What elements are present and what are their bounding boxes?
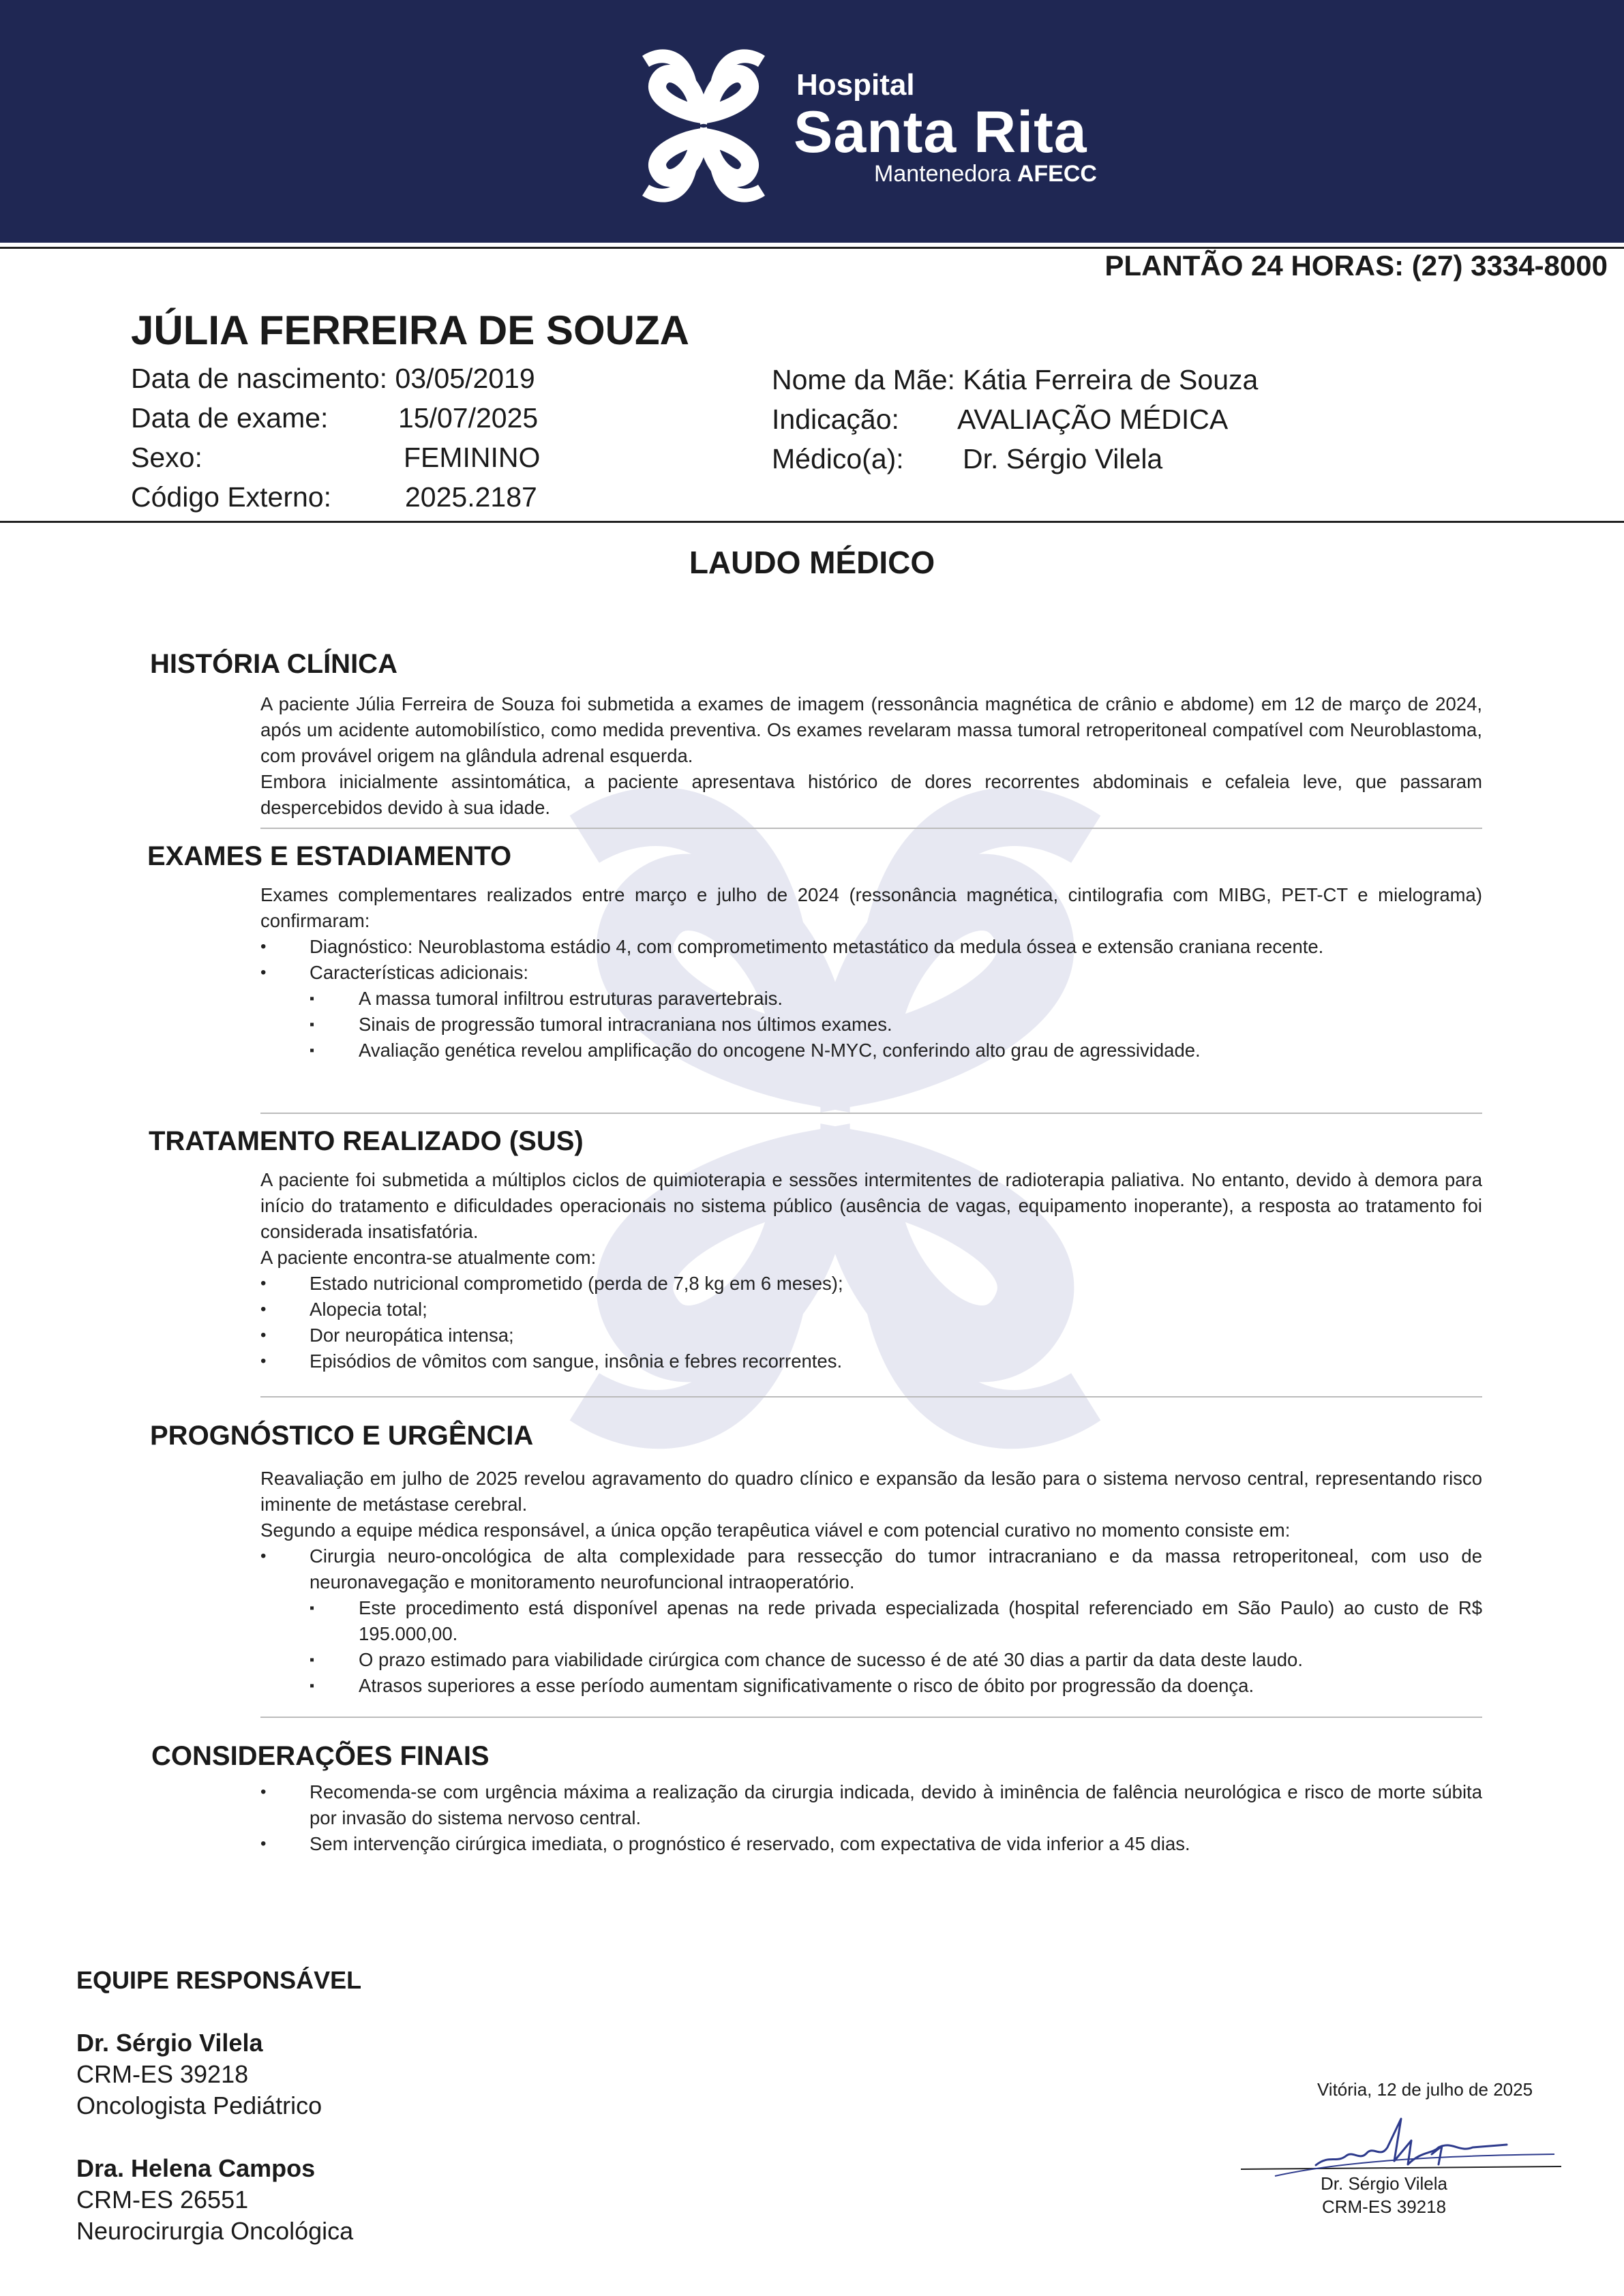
signature-crm: CRM-ES 39218 bbox=[1321, 2196, 1447, 2217]
list-item: ▪ O prazo estimado para viabilidade cirúrgica com chance de sucesso é de até 30 dias a partir da data deste laudo. bbox=[310, 1647, 1482, 1673]
exam-date: 15/07/2025 bbox=[398, 402, 539, 434]
list-item: • Sem intervenção cirúrgica imediata, o prognóstico é reservado, com expectativa de vida inferior a 45 dias. bbox=[260, 1831, 1482, 1857]
signature-name: Dr. Sérgio Vilela bbox=[1321, 2173, 1447, 2194]
list-item: • Estado nutricional comprometido (perda de 7,8 kg em 6 meses); bbox=[260, 1271, 1482, 1297]
list-item: • Cirurgia neuro-oncológica de alta complexidade para ressecção do tumor intracraniano e da massa retroperitoneal, com uso de neuronavegação e monitoramento neurofuncional intraoperatório. bbox=[260, 1543, 1482, 1595]
section-body-consideracoes bbox=[260, 1779, 1482, 1857]
brand-hospital-label: Hospital bbox=[796, 68, 915, 102]
divider-2 bbox=[260, 1113, 1482, 1114]
list-item: • Alopecia total; bbox=[260, 1297, 1482, 1323]
list-item: • Dor neuropática intensa; bbox=[260, 1323, 1482, 1348]
list-item: • Características adicionais: bbox=[260, 960, 1482, 986]
brand-name: Santa Rita bbox=[794, 100, 1087, 165]
list-item: ▪ Este procedimento está disponível apenas na rede privada especializada (hospital referenciado em São Paulo) ao custo de R$ 195.000,00. bbox=[310, 1595, 1482, 1647]
birth-row: Data de nascimento: 03/05/2019 bbox=[131, 363, 535, 394]
indication-value: AVALIAÇÃO MÉDICA bbox=[957, 404, 1229, 435]
team-member-2-crm: CRM-ES 26551 bbox=[76, 2186, 249, 2214]
section-title-historia: HISTÓRIA CLÍNICA bbox=[150, 649, 397, 679]
mother-row: Nome da Mãe: Kátia Ferreira de Souza bbox=[772, 364, 1259, 395]
divider-patient bbox=[0, 521, 1624, 523]
section-body-historia: A paciente Júlia Ferreira de Souza foi submetida a exames de imagem (ressonância magnética de crânio e abdome) em 12 de março de 2024, após um acidente automobilístico, como medida preventiva. Os exames revelaram massa tumoral retroperitoneal compatível com Neuroblastoma, com provável origem na glândula adrenal esquerda. Embora inicialmente assintomática, a paciente apresentava histórico de dores recorrentes abdominais e cefaleia leve, que passaram despercebidos devido à sua idade. bbox=[260, 693, 1482, 818]
report-title: LAUDO MÉDICO bbox=[689, 545, 935, 580]
header-banner bbox=[0, 0, 1624, 243]
team-member-2-name: Dra. Helena Campos bbox=[76, 2154, 316, 2182]
section-body-prognostico: Reavaliação em julho de 2025 revelou agravamento do quadro clínico e expansão da lesão para o sistema nervoso central, representando risco iminente de metástase cerebral. Segundo a equipe médica responsável, a única opção terapêutica viável e com potencial curativo no momento consiste em: • Cirurgia neuro-oncológica de alta complexidade para ressecção do tumor intracraniano e da massa retroperitoneal, com uso de neuronavegação e monitoramento neurofuncional intraoperatório. ▪ Este procedimento está disponível apenas na rede privada especializada (hospital referenciado em São Paulo) ao custo de R$ 195.000,00. ▪ O prazo estimado para viabilidade cirúrgica com chance de sucesso é de até 30 dias a partir da data deste laudo. ▪ Atrasos superiores a esse período aumentam significativamente o risco de óbito por progressão da doença. bbox=[260, 1466, 1482, 1699]
section-title-tratamento: TRATAMENTO REALIZADO (SUS) bbox=[149, 1126, 584, 1156]
divider-top bbox=[0, 247, 1624, 249]
section-title-consideracoes: CONSIDERAÇÕES FINAIS bbox=[151, 1741, 490, 1771]
divider-1 bbox=[260, 828, 1482, 829]
section-title-exames: EXAMES E ESTADIAMENTO bbox=[147, 841, 512, 871]
mother-name: Kátia Ferreira de Souza bbox=[963, 364, 1259, 395]
list-item: • Episódios de vômitos com sangue, insônia e febres recorrentes. bbox=[260, 1348, 1482, 1374]
team-member-1-name: Dr. Sérgio Vilela bbox=[76, 2029, 263, 2057]
patient-name: JÚLIA FERREIRA DE SOUZA bbox=[131, 307, 689, 353]
place-date: Vitória, 12 de julho de 2025 bbox=[1317, 2079, 1533, 2100]
list-item: ▪ A massa tumoral infiltrou estruturas paravertebrais. bbox=[310, 986, 1482, 1012]
list-item: • Diagnóstico: Neuroblastoma estádio 4, com comprometimento metastático da medula óssea e extensão craniana recente. bbox=[260, 934, 1482, 960]
section-body-exames: Exames complementares realizados entre março e julho de 2024 (ressonância magnética, cintilografia com MIBG, PET-CT e mielograma) confirmaram: • Diagnóstico: Neuroblastoma estádio 4, com comprometimento metastático da medula óssea e extensão craniana recente. • Características adicionais: ▪ A massa tumoral infiltrou estruturas paravertebrais. ▪ Sinais de progressão tumoral intracraniana nos últimos exames. ▪ Avaliação genética revelou amplificação do oncogene N-MYC, conferindo alto grau de agressividade. bbox=[260, 882, 1482, 1063]
section-title-prognostico: PROGNÓSTICO E URGÊNCIA bbox=[150, 1421, 534, 1451]
team-member-2-role: Neurocirurgia Oncológica bbox=[76, 2217, 354, 2245]
divider-4 bbox=[260, 1717, 1482, 1718]
sex-row: Sexo: FEMININO bbox=[131, 442, 541, 473]
exam-row: Data de exame: 15/07/2025 bbox=[131, 402, 539, 434]
divider-3 bbox=[260, 1396, 1482, 1398]
team-member-1-role: Oncologista Pediátrico bbox=[76, 2091, 322, 2119]
brand-maintainer: Mantenedora AFECC bbox=[874, 161, 1097, 187]
list-item: ▪ Avaliação genética revelou amplificação do oncogene N-MYC, conferindo alto grau de agressividade. bbox=[310, 1038, 1482, 1063]
birth-date: 03/05/2019 bbox=[395, 363, 535, 394]
signature-block bbox=[1282, 2172, 1486, 2218]
team-section bbox=[76, 1965, 361, 2247]
doctor-value: Dr. Sérgio Vilela bbox=[963, 443, 1163, 474]
list-item: ▪ Atrasos superiores a esse período aumentam significativamente o risco de óbito por progressão da doença. bbox=[310, 1673, 1482, 1699]
list-item: • Recomenda-se com urgência máxima a realização da cirurgia indicada, devido à iminência de falência neurológica e risco de morte súbita por invasão do sistema nervoso central. bbox=[260, 1779, 1482, 1831]
list-item: ▪ Sinais de progressão tumoral intracraniana nos últimos exames. bbox=[310, 1012, 1482, 1038]
indication-row: Indicação: AVALIAÇÃO MÉDICA bbox=[772, 404, 1229, 435]
team-title: EQUIPE RESPONSÁVEL bbox=[76, 1966, 362, 1994]
sex-value: FEMININO bbox=[404, 442, 541, 473]
section-body-tratamento: A paciente foi submetida a múltiplos ciclos de quimioterapia e sessões intermitentes de radioterapia paliativa. No entanto, devido à demora para início do tratamento e dificuldades operacionais no sistema público (ausência de vagas, equipamento inoperante), a resposta ao tratamento foi considerada insatisfatória. A paciente encontra-se atualmente com: • Estado nutricional comprometido (perda de 7,8 kg em 6 meses); • Alopecia total; • Dor neuropática intensa; • Episódios de vômitos com sangue, insônia e febres recorrentes. bbox=[260, 1167, 1482, 1374]
code-value: 2025.2187 bbox=[405, 481, 537, 513]
hospital-logo-icon bbox=[622, 42, 785, 209]
team-member-1-crm: CRM-ES 39218 bbox=[76, 2060, 249, 2088]
doctor-row: Médico(a): Dr. Sérgio Vilela bbox=[772, 443, 1163, 474]
code-row: Código Externo: 2025.2187 bbox=[131, 481, 537, 513]
emergency-phone: PLANTÃO 24 HORAS: (27) 3334-8000 bbox=[1104, 250, 1608, 282]
